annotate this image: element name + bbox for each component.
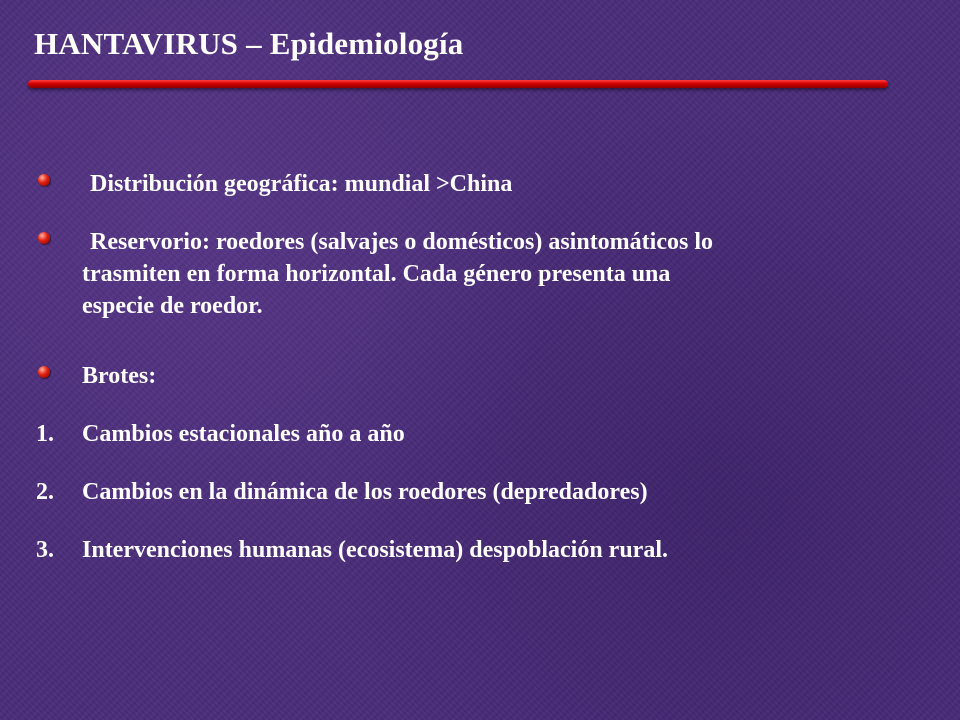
bullet-item-distribution	[82, 168, 922, 200]
bullet-text: Distribución geográfica: mundial >China	[90, 171, 513, 197]
numbered-item	[36, 476, 922, 508]
item-number: 1.	[36, 421, 54, 447]
item-text: Intervenciones humanas (ecosistema) despoblación rural.	[82, 537, 668, 563]
red-sphere-bullet-icon	[38, 232, 50, 244]
item-number: 2.	[36, 479, 54, 505]
bullet-item-reservoir	[82, 226, 922, 322]
numbered-item	[36, 534, 922, 566]
slide-title: HANTAVIRUS – Epidemiología	[34, 26, 464, 61]
item-number: 3.	[36, 537, 54, 563]
title-underline-rule	[28, 80, 888, 88]
bullet-item-outbreaks	[82, 360, 922, 392]
bullet-text-line: especie de roedor.	[82, 293, 263, 319]
item-text: Cambios estacionales año a año	[82, 421, 405, 447]
red-sphere-bullet-icon	[38, 366, 50, 378]
numbered-item	[36, 418, 922, 450]
bullet-text-line: Reservorio: roedores (salvajes o domésticos) asintomáticos lo	[90, 229, 713, 255]
red-sphere-bullet-icon	[38, 174, 50, 186]
bullet-text: Brotes:	[82, 363, 157, 389]
item-text: Cambios en la dinámica de los roedores (depredadores)	[82, 479, 648, 505]
bullet-text-line: trasmiten en forma horizontal. Cada género presenta una	[82, 261, 671, 287]
